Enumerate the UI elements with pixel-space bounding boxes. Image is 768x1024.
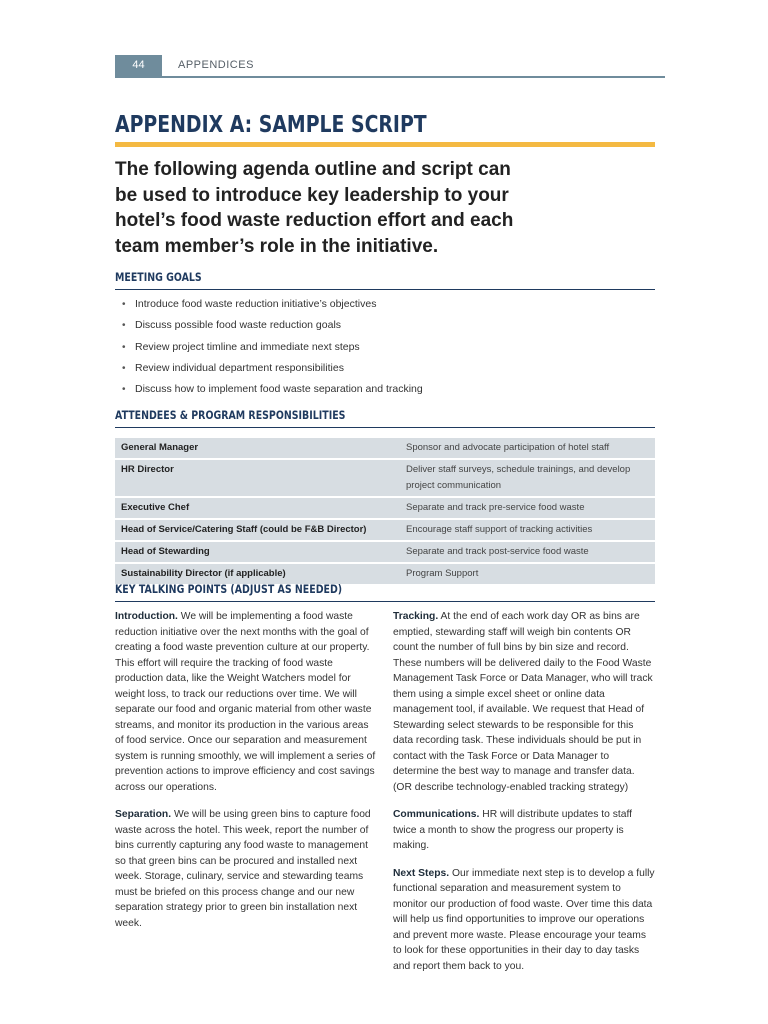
role-cell: Executive Chef: [115, 498, 400, 518]
table-row: [115, 542, 655, 562]
meeting-goals-heading: [115, 270, 655, 290]
table-row: [115, 498, 655, 518]
responsibility-cell: Encourage staff support of tracking activities: [400, 520, 655, 540]
bullet-icon: •: [122, 299, 126, 310]
role-cell: Head of Stewarding: [115, 542, 400, 562]
talking-point-separation: Separation. We will be using green bins to capture food waste across the hotel. This week, report the number of bins currently capturing any food waste to management so that green bins can be procured and installed next week. Storage, culinary, service and stewarding teams must be briefed on this process change and our new separation strategy prior to green bin installation next week.: [115, 809, 371, 929]
list-item: • Review project timline and immediate next steps: [122, 339, 423, 360]
list-item: • Discuss how to implement food waste separation and tracking: [122, 381, 423, 402]
bullet-icon: •: [122, 341, 126, 353]
responsibility-cell: Sponsor and advocate participation of hotel staff: [400, 438, 655, 458]
section-label: APPENDICES: [178, 59, 254, 71]
intro-statement: The following agenda outline and script can be used to introduce key leadership to your hotel’s food waste reduction effort and each team member’s role in the initiative.: [115, 159, 514, 257]
talking-points-heading: [115, 582, 655, 602]
talking-points-heading-text: KEY TALKING POINTS (ADJUST AS NEEDED): [115, 582, 343, 596]
list-item: • Review individual department responsibilities: [122, 360, 423, 381]
talking-point-tracking: Tracking. At the end of each work day OR as bins are emptied, stewarding staff will weigh bin contents OR count the number of full bins by bin size and record. These numbers will be delivered daily to the Food Waste Management Task Force or Data Manager, who will track them using a simple excel sheet or online data management tool, if available. We request that Head of Stewarding select stewards to be responsible for this data recording task. These individuals should be put in contact with the Task Force or Data Manager to determine the best way to manage and transfer data. (OR describe technology-enabled tracking strategy): [393, 611, 653, 793]
role-cell: General Manager: [115, 438, 400, 458]
role-cell: Head of Service/Catering Staff (could be F&B Director): [115, 520, 400, 540]
role-cell: Sustainability Director (if applicable): [115, 564, 400, 584]
responsibility-cell: Deliver staff surveys, schedule trainings, and develop project communication: [400, 460, 655, 496]
table-row: [115, 460, 655, 496]
bullet-icon: •: [122, 320, 126, 332]
title-underline: [115, 142, 655, 147]
talking-points-left-column: [115, 609, 377, 943]
attendees-heading: [115, 408, 655, 428]
responsibility-cell: Program Support: [400, 564, 655, 584]
talking-points-right-column: [393, 609, 655, 986]
bullet-icon: •: [122, 384, 126, 396]
table-row: [115, 438, 655, 458]
appendix-title: APPENDIX A: SAMPLE SCRIPT: [115, 112, 427, 138]
table-row: [115, 564, 655, 584]
list-item: • Introduce food waste reduction initiative’s objectives: [122, 296, 423, 317]
bullet-icon: •: [122, 362, 126, 374]
role-cell: HR Director: [115, 460, 400, 496]
responsibility-cell: Separate and track post-service food waste: [400, 542, 655, 562]
page-header: [115, 55, 665, 78]
table-row: [115, 520, 655, 540]
talking-point-next-steps: Next Steps. Our immediate next step is to develop a fully functional separation and measurement system to monitor our production of food waste. Over time this data will help us find opportunities to improve our operations and prevent more waste. Please encourage your teams to look for these opportunities in their day to day tasks and report them back to you.: [393, 867, 655, 972]
attendees-table: [115, 436, 655, 586]
talking-point-communications: Communications. HR will distribute updates to staff twice a month to show the progress our property is making.: [393, 809, 633, 851]
talking-point-introduction: Introduction. We will be implementing a food waste reduction initiative over the next months with the goal of creating a food waste prevention culture at our property. This effort will require the tracking of food waste production data, like the Weight Watchers model for weight loss, to track our reductions over time. We will separate our food and organic material from other waste streams, and monitor its production in the various areas of food service. Once our separation and measurement system is running smoothly, we will implement a series of prevention actions to improve efficiency and cost savings across our operations.: [115, 611, 376, 793]
meeting-goals-heading-text: MEETING GOALS: [115, 270, 202, 284]
responsibility-cell: Separate and track pre-service food waste: [400, 498, 655, 518]
attendees-heading-text: ATTENDEES & PROGRAM RESPONSIBILITIES: [115, 408, 346, 422]
list-item: • Discuss possible food waste reduction goals: [122, 317, 423, 338]
page-number: 44: [115, 55, 162, 76]
meeting-goals-list: [122, 296, 423, 402]
